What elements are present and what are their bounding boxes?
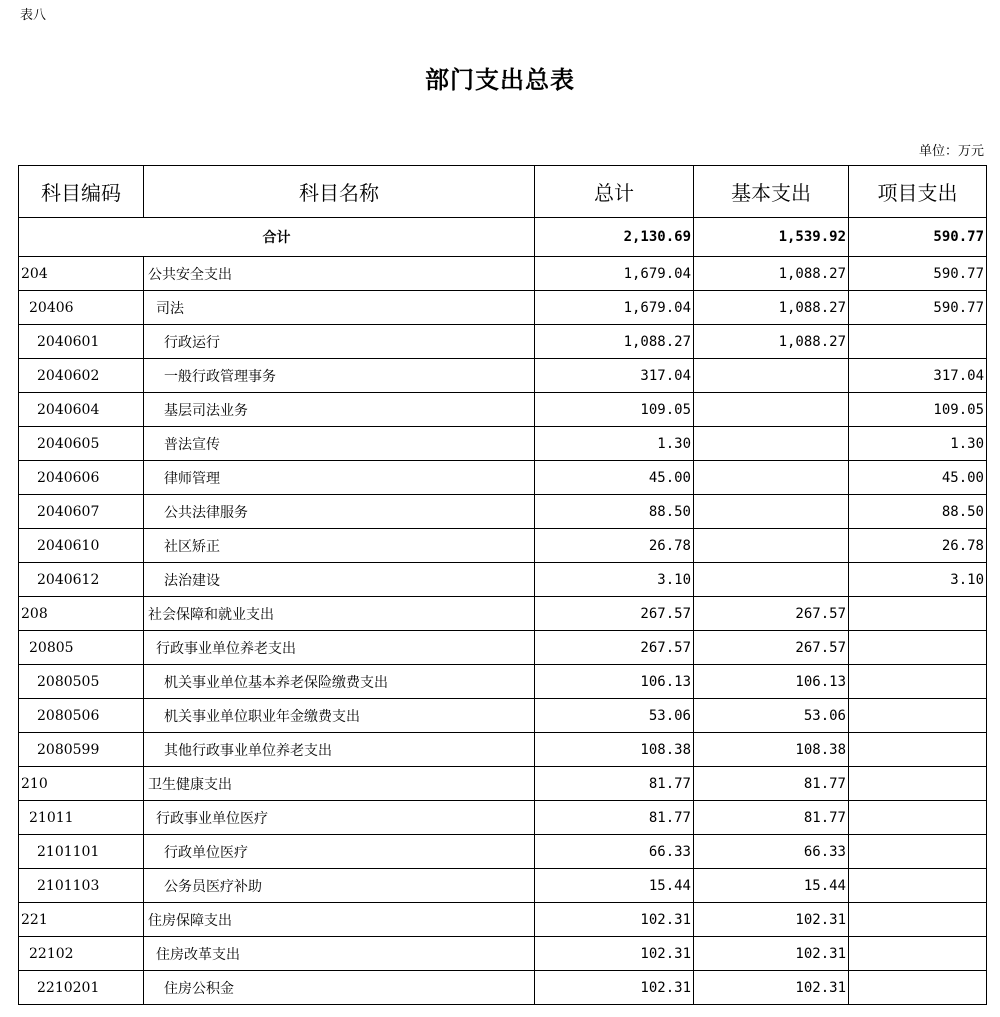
row-total: 45.00 bbox=[535, 461, 694, 495]
table-row bbox=[19, 257, 987, 291]
row-basic bbox=[694, 563, 849, 597]
row-basic: 66.33 bbox=[694, 835, 849, 869]
row-project: 317.04 bbox=[849, 359, 987, 393]
row-code: 2040612 bbox=[19, 563, 144, 597]
row-project bbox=[849, 835, 987, 869]
row-project: 26.78 bbox=[849, 529, 987, 563]
row-total: 1,088.27 bbox=[535, 325, 694, 359]
row-project: 590.77 bbox=[849, 291, 987, 325]
row-name: 机关事业单位基本养老保险缴费支出 bbox=[144, 665, 535, 699]
row-basic: 102.31 bbox=[694, 971, 849, 1005]
row-name: 律师管理 bbox=[144, 461, 535, 495]
row-code: 21011 bbox=[19, 801, 144, 835]
row-code: 208 bbox=[19, 597, 144, 631]
row-total: 53.06 bbox=[535, 699, 694, 733]
table-row bbox=[19, 529, 987, 563]
row-code: 2040602 bbox=[19, 359, 144, 393]
row-basic: 267.57 bbox=[694, 631, 849, 665]
row-basic: 1,088.27 bbox=[694, 257, 849, 291]
row-total: 1,679.04 bbox=[535, 291, 694, 325]
row-total: 267.57 bbox=[535, 631, 694, 665]
header-code: 科目编码 bbox=[19, 166, 144, 218]
row-basic: 81.77 bbox=[694, 801, 849, 835]
row-name: 住房保障支出 bbox=[144, 903, 535, 937]
row-name: 法治建设 bbox=[144, 563, 535, 597]
row-name: 行政单位医疗 bbox=[144, 835, 535, 869]
row-basic: 1,088.27 bbox=[694, 291, 849, 325]
row-code: 2040601 bbox=[19, 325, 144, 359]
total-total: 2,130.69 bbox=[535, 218, 694, 257]
page-title: 部门支出总表 bbox=[425, 65, 575, 94]
row-total: 1,679.04 bbox=[535, 257, 694, 291]
table-row bbox=[19, 835, 987, 869]
row-name: 行政事业单位养老支出 bbox=[144, 631, 535, 665]
row-project bbox=[849, 903, 987, 937]
row-name: 住房改革支出 bbox=[144, 937, 535, 971]
row-total: 88.50 bbox=[535, 495, 694, 529]
row-total: 108.38 bbox=[535, 733, 694, 767]
row-code: 2080506 bbox=[19, 699, 144, 733]
row-project: 109.05 bbox=[849, 393, 987, 427]
row-basic: 106.13 bbox=[694, 665, 849, 699]
row-code: 210 bbox=[19, 767, 144, 801]
row-project bbox=[849, 631, 987, 665]
expenditure-table bbox=[18, 165, 987, 1005]
total-label: 合计 bbox=[19, 218, 535, 257]
row-project bbox=[849, 869, 987, 903]
row-basic: 1,088.27 bbox=[694, 325, 849, 359]
total-row bbox=[19, 218, 987, 257]
row-total: 102.31 bbox=[535, 937, 694, 971]
row-name: 机关事业单位职业年金缴费支出 bbox=[144, 699, 535, 733]
row-name: 住房公积金 bbox=[144, 971, 535, 1005]
table-row bbox=[19, 869, 987, 903]
row-basic bbox=[694, 495, 849, 529]
row-name: 行政运行 bbox=[144, 325, 535, 359]
table-row bbox=[19, 699, 987, 733]
header-name: 科目名称 bbox=[144, 166, 535, 218]
row-basic: 102.31 bbox=[694, 903, 849, 937]
row-code: 2040607 bbox=[19, 495, 144, 529]
row-name: 公共法律服务 bbox=[144, 495, 535, 529]
table-row bbox=[19, 733, 987, 767]
row-code: 2040606 bbox=[19, 461, 144, 495]
row-name: 行政事业单位医疗 bbox=[144, 801, 535, 835]
row-basic: 15.44 bbox=[694, 869, 849, 903]
row-total: 81.77 bbox=[535, 801, 694, 835]
row-total: 1.30 bbox=[535, 427, 694, 461]
table-row bbox=[19, 495, 987, 529]
row-name: 一般行政管理事务 bbox=[144, 359, 535, 393]
row-code: 2101101 bbox=[19, 835, 144, 869]
row-project: 3.10 bbox=[849, 563, 987, 597]
table-number-label: 表八 bbox=[20, 8, 47, 23]
row-basic bbox=[694, 427, 849, 461]
row-project bbox=[849, 733, 987, 767]
row-code: 2080505 bbox=[19, 665, 144, 699]
row-code: 204 bbox=[19, 257, 144, 291]
row-code: 2040610 bbox=[19, 529, 144, 563]
row-basic bbox=[694, 529, 849, 563]
row-project bbox=[849, 665, 987, 699]
row-project bbox=[849, 325, 987, 359]
row-code: 2040605 bbox=[19, 427, 144, 461]
row-total: 109.05 bbox=[535, 393, 694, 427]
row-name: 社区矫正 bbox=[144, 529, 535, 563]
row-project: 590.77 bbox=[849, 257, 987, 291]
row-name: 基层司法业务 bbox=[144, 393, 535, 427]
row-project bbox=[849, 597, 987, 631]
row-code: 221 bbox=[19, 903, 144, 937]
header-basic: 基本支出 bbox=[694, 166, 849, 218]
row-total: 66.33 bbox=[535, 835, 694, 869]
row-total: 26.78 bbox=[535, 529, 694, 563]
row-name: 卫生健康支出 bbox=[144, 767, 535, 801]
row-basic: 267.57 bbox=[694, 597, 849, 631]
row-project bbox=[849, 971, 987, 1005]
row-code: 20406 bbox=[19, 291, 144, 325]
row-code: 2101103 bbox=[19, 869, 144, 903]
row-name: 公共安全支出 bbox=[144, 257, 535, 291]
row-total: 267.57 bbox=[535, 597, 694, 631]
row-name: 司法 bbox=[144, 291, 535, 325]
table-row bbox=[19, 563, 987, 597]
row-basic bbox=[694, 461, 849, 495]
row-basic: 53.06 bbox=[694, 699, 849, 733]
row-project bbox=[849, 699, 987, 733]
row-basic: 108.38 bbox=[694, 733, 849, 767]
row-code: 2040604 bbox=[19, 393, 144, 427]
row-name: 社会保障和就业支出 bbox=[144, 597, 535, 631]
row-total: 15.44 bbox=[535, 869, 694, 903]
table-row bbox=[19, 597, 987, 631]
row-total: 102.31 bbox=[535, 903, 694, 937]
row-project: 45.00 bbox=[849, 461, 987, 495]
row-basic: 81.77 bbox=[694, 767, 849, 801]
table-row bbox=[19, 665, 987, 699]
table-row bbox=[19, 291, 987, 325]
row-basic bbox=[694, 393, 849, 427]
row-total: 317.04 bbox=[535, 359, 694, 393]
row-name: 公务员医疗补助 bbox=[144, 869, 535, 903]
row-code: 2210201 bbox=[19, 971, 144, 1005]
header-project: 项目支出 bbox=[849, 166, 987, 218]
total-basic: 1,539.92 bbox=[694, 218, 849, 257]
row-project bbox=[849, 801, 987, 835]
row-project bbox=[849, 767, 987, 801]
table-row bbox=[19, 971, 987, 1005]
header-total: 总计 bbox=[535, 166, 694, 218]
row-project bbox=[849, 937, 987, 971]
row-basic bbox=[694, 359, 849, 393]
table-row bbox=[19, 461, 987, 495]
row-total: 3.10 bbox=[535, 563, 694, 597]
table-row bbox=[19, 631, 987, 665]
row-project: 1.30 bbox=[849, 427, 987, 461]
row-code: 22102 bbox=[19, 937, 144, 971]
row-name: 普法宣传 bbox=[144, 427, 535, 461]
table-row bbox=[19, 937, 987, 971]
total-project: 590.77 bbox=[849, 218, 987, 257]
unit-label: 单位：万元 bbox=[918, 144, 984, 159]
row-total: 102.31 bbox=[535, 971, 694, 1005]
row-project: 88.50 bbox=[849, 495, 987, 529]
row-name: 其他行政事业单位养老支出 bbox=[144, 733, 535, 767]
table-row bbox=[19, 801, 987, 835]
table-row bbox=[19, 393, 987, 427]
row-total: 106.13 bbox=[535, 665, 694, 699]
table-row bbox=[19, 903, 987, 937]
table-row bbox=[19, 325, 987, 359]
row-total: 81.77 bbox=[535, 767, 694, 801]
row-code: 20805 bbox=[19, 631, 144, 665]
table-row bbox=[19, 359, 987, 393]
row-code: 2080599 bbox=[19, 733, 144, 767]
row-basic: 102.31 bbox=[694, 937, 849, 971]
table-row bbox=[19, 767, 987, 801]
header-row bbox=[19, 166, 987, 218]
table-row bbox=[19, 427, 987, 461]
